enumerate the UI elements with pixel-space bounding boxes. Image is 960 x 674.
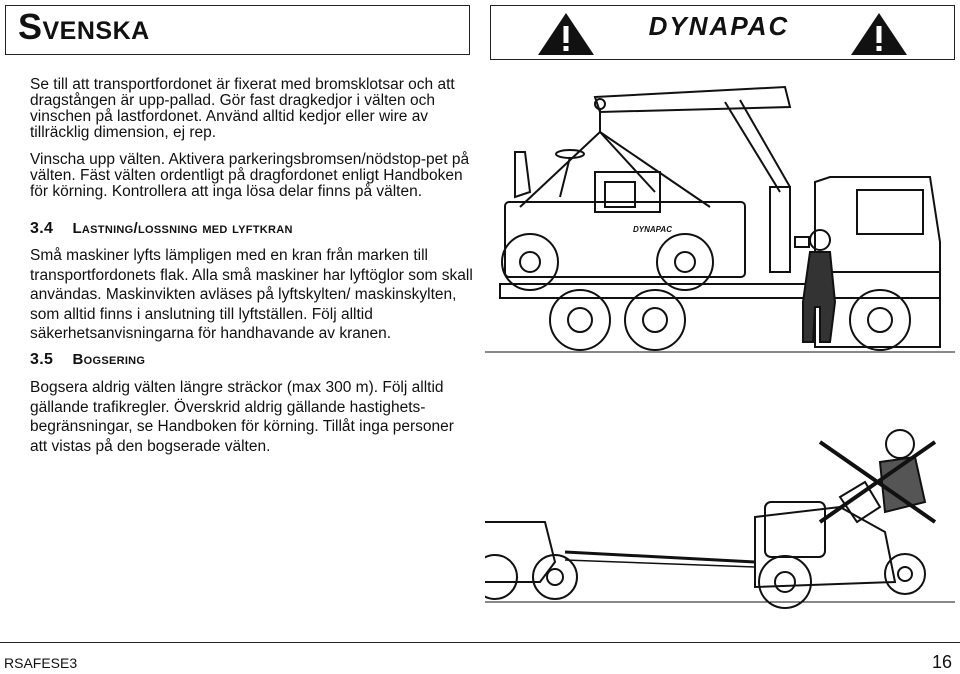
footer-rule [0,642,960,643]
roller-body [505,202,745,277]
roller-rear-drum [657,234,713,290]
paragraph-text: Se till att transportfordonet är fixerat med bromsklotsar och att dragstången är upp-pallad. Gör fast dragkedjor i välten och vinschen på lastfordonet. Använd alltid kedjor eller wire av tillräcklig dimension, ej rep. [30,76,455,141]
section-3-4-body: Små maskiner lyfts lämpligen med en kran från marken till transportfordonets flak. Alla små maskiner har lyftöglor som skall användas. Maskinvikten avläses på lyftskylten/ maskinskylten, som alltid finns i anslutning till lyftställen. Följ alltid säkerhetsanvisningarna för handhavande av kranen. [30,247,473,342]
section-heading-3-5 [30,351,145,369]
truck-window [857,190,923,234]
intro-paragraph-1 [30,77,470,141]
section-heading-3-4 [30,220,293,238]
illustration-crane-and-towing [485,62,955,637]
page-number: 16 [931,652,952,672]
language-title: Svenska [18,6,150,47]
roller-front-drum [502,234,558,290]
intro-paragraph-2 [30,152,470,200]
section-number: 3.4 [30,220,54,237]
truck-cab [815,177,940,347]
section-3-5-body: Bogsera aldrig välten längre sträckor (max 300 m). Följ alltid gällande trafikregler. Överskrid aldrig gällande hastighets-begränsningar, se Handboken för körning. Tillåt inga personer att vistas på den bogserade välten. [30,379,454,455]
warning-triangle-icon-left [538,13,594,55]
crane-boom [595,87,790,112]
rider-figure [886,430,914,458]
crane-column [770,187,790,272]
towing-truck-rear [485,522,555,582]
warning-triangle-icon-right [851,13,907,55]
footer-doc-code: RSAFESE3 [4,655,78,671]
section-title: Bogsering [72,351,146,368]
operator-figure [810,230,830,250]
section-number: 3.5 [30,351,54,368]
roller-brand-label: DYNAPAC [633,225,672,234]
paragraph-text: Vinscha upp välten. Aktivera parkeringsbromsen/nödstop-pet på välten. Fäst välten ordentligt på dragfordonet enligt Handboken för körning. Kontrollera att inga lösa delar finns på välten. [30,151,470,200]
brand-logo: DYNAPAC [648,11,790,41]
section-title: Lastning/lossning med lyftkran [72,220,293,237]
